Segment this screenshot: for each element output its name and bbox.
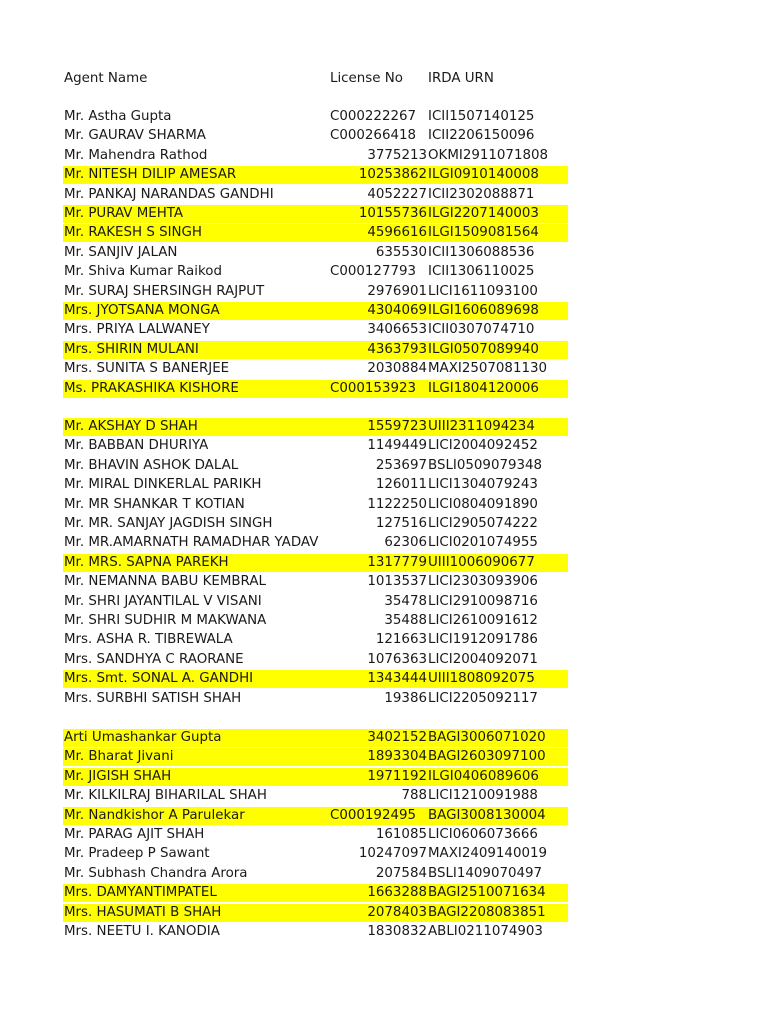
agent-name-cell: Mr. SURAJ SHERSINGH RAJPUT: [64, 283, 265, 299]
agent-name-cell: Mr. PURAV MEHTA: [64, 206, 184, 221]
agent-name-cell: Mr. PARAG AJIT SHAH: [64, 827, 205, 842]
irda-urn-cell: BSLI1409070497: [428, 865, 543, 881]
agent-name-cell: Mr. BABBAN DHURIYA: [64, 438, 209, 454]
irda-urn-cell: LICI2910098716: [428, 593, 538, 609]
license-no-cell: 3406653: [367, 322, 427, 338]
table-row: [63, 476, 568, 494]
irda-urn-cell: ICII2206150096: [428, 128, 535, 144]
license-no-cell: 635530: [375, 244, 427, 260]
irda-urn-cell: ILGI0910140008: [428, 167, 539, 183]
license-no-cell: 19386: [384, 690, 427, 706]
table-row: [63, 534, 568, 552]
table-row: [63, 807, 568, 825]
license-no-cell: 1122250: [367, 496, 427, 512]
irda-urn-cell: LICI2004092452: [428, 438, 538, 454]
table-row: [63, 826, 568, 844]
agent-name-cell: Mr. MRS. SAPNA PAREKH: [64, 554, 229, 570]
agent-name-cell: Mrs. DAMYANTIMPATEL: [64, 885, 217, 901]
irda-urn-cell: UIII2311094234: [428, 419, 535, 434]
table-row: [63, 884, 568, 902]
table-row: [63, 108, 568, 126]
license-no-cell: 788: [401, 788, 427, 804]
irda-urn-cell: LICI1611093100: [428, 283, 538, 299]
agent-name-cell: Mrs. SHIRIN MULANI: [64, 341, 199, 357]
table-row: [63, 186, 568, 204]
agent-name-cell: Mrs. SANDHYA C RAORANE: [64, 651, 244, 667]
license-no-cell: 1317779: [367, 554, 427, 570]
license-no-cell: 161085: [375, 827, 427, 842]
header-irda-urn: IRDA URN: [428, 71, 494, 86]
agent-name-cell: Mr. MR SHANKAR T KOTIAN: [64, 496, 245, 512]
license-no-cell: 4363793: [367, 341, 427, 357]
agent-name-cell: Mrs. SURBHI SATISH SHAH: [64, 690, 242, 706]
table-row: [63, 380, 568, 398]
agent-name-cell: Mr. GAURAV SHARMA: [64, 128, 206, 144]
table-row: [63, 573, 568, 591]
irda-urn-cell: LICI2610091612: [428, 613, 538, 628]
table-row: [63, 205, 568, 223]
table-row: [63, 263, 568, 281]
irda-urn-cell: UIII1808092075: [428, 671, 535, 687]
license-no-cell: 35488: [384, 613, 427, 628]
irda-urn-cell: LICI1912091786: [428, 632, 538, 648]
license-no-cell: C000153923: [330, 380, 417, 396]
license-no-cell: 1076363: [367, 651, 427, 667]
agent-name-cell: Mrs. ASHA R. TIBREWALA: [64, 632, 233, 648]
license-no-cell: 4052227: [367, 186, 427, 202]
agent-name-cell: Mrs. NEETU I. KANODIA: [64, 924, 220, 939]
table-row: [63, 690, 568, 708]
irda-urn-cell: BAGI2510071634: [428, 885, 546, 901]
irda-urn-cell: LICI0606073666: [428, 827, 538, 842]
license-no-cell: 127516: [375, 516, 427, 531]
license-no-cell: 1893304: [367, 749, 427, 765]
license-no-cell: 10247097: [358, 846, 427, 862]
agent-name-cell: Mr. JIGISH SHAH: [64, 768, 172, 784]
irda-urn-cell: LICI2905074222: [428, 516, 538, 531]
agent-name-cell: Mrs. SUNITA S BANERJEE: [64, 361, 230, 377]
table-row: [63, 224, 568, 242]
irda-urn-cell: ILGI2207140003: [428, 206, 539, 221]
agent-name-cell: Mr. Subhash Chandra Arora: [64, 865, 248, 881]
table-row: [63, 166, 568, 184]
table-row: [63, 418, 568, 436]
table-row: [63, 515, 568, 533]
license-no-cell: 62306: [384, 535, 427, 551]
irda-urn-cell: ABLI0211074903: [428, 924, 543, 939]
agent-name-cell: Arti Umashankar Gupta: [64, 730, 222, 745]
license-no-cell: 121663: [375, 632, 427, 648]
table-row: [63, 768, 568, 786]
agent-name-cell: Ms. PRAKASHIKA KISHORE: [64, 380, 239, 396]
irda-urn-cell: LICI0804091890: [428, 496, 538, 512]
agent-name-cell: Mrs. PRIYA LALWANEY: [64, 322, 210, 338]
agent-name-cell: Mr. MIRAL DINKERLAL PARIKH: [64, 477, 262, 493]
table-row: [63, 127, 568, 145]
header-agent-name: Agent Name: [64, 71, 148, 86]
agent-name-cell: Mr. Nandkishor A Parulekar: [64, 807, 245, 823]
agent-name-cell: Mrs. Smt. SONAL A. GANDHI: [64, 671, 254, 687]
license-no-cell: 2030884: [367, 361, 427, 377]
table-row: [63, 496, 568, 514]
table-row: [63, 283, 568, 301]
license-no-cell: C000222267: [330, 109, 417, 124]
irda-urn-cell: UIII1006090677: [428, 554, 535, 570]
table-row: [63, 593, 568, 611]
table-row: [63, 244, 568, 262]
irda-urn-cell: BAGI3008130004: [428, 807, 546, 823]
table-row: [63, 341, 568, 359]
agent-name-cell: Mr. MR. SANJAY JAGDISH SINGH: [64, 516, 273, 531]
irda-urn-cell: ILGI1804120006: [428, 380, 539, 396]
agent-name-cell: Mr. NITESH DILIP AMESAR: [64, 167, 237, 183]
irda-urn-cell: ILGI1606089698: [428, 303, 539, 318]
agent-name-cell: Mr. PANKAJ NARANDAS GANDHI: [64, 186, 274, 202]
agent-name-cell: Mr. NEMANNA BABU KEMBRAL: [64, 574, 266, 590]
irda-urn-cell: LICI2205092117: [428, 690, 538, 706]
irda-urn-cell: LICI1304079243: [428, 477, 538, 493]
table-row: [63, 457, 568, 475]
agent-name-cell: Mr. Astha Gupta: [64, 109, 172, 124]
irda-urn-cell: LICI0201074955: [428, 535, 538, 551]
agent-name-cell: Mr. AKSHAY D SHAH: [64, 419, 198, 434]
irda-urn-cell: ICII1306088536: [428, 244, 535, 260]
table-row: [63, 554, 568, 572]
irda-urn-cell: BAGI2208083851: [428, 904, 546, 920]
license-no-cell: 1663288: [367, 885, 427, 901]
table-row: [63, 845, 568, 863]
table-row: [63, 748, 568, 766]
table-row: [63, 147, 568, 165]
agent-name-cell: Mr. BHAVIN ASHOK DALAL: [64, 457, 239, 473]
agent-name-cell: Mrs. HASUMATI B SHAH: [64, 904, 222, 920]
license-no-cell: 207584: [375, 865, 427, 881]
license-no-cell: 10253862: [358, 167, 427, 183]
irda-urn-cell: ICII0307074710: [428, 322, 535, 338]
license-no-cell: 10155736: [358, 206, 427, 221]
license-no-cell: 1971192: [367, 768, 427, 784]
agent-name-cell: Mr. SANJIV JALAN: [64, 244, 178, 260]
table-row: [63, 670, 568, 688]
license-no-cell: 1830832: [367, 924, 427, 939]
agent-name-cell: Mr. SHRI SUDHIR M MAKWANA: [64, 613, 267, 628]
agent-name-cell: Mr. Mahendra Rathod: [64, 147, 208, 163]
license-no-cell: 4596616: [367, 225, 427, 241]
agent-name-cell: Mr. SHRI JAYANTILAL V VISANI: [64, 593, 262, 609]
irda-urn-cell: ICII1507140125: [428, 109, 535, 124]
license-no-cell: 1149449: [367, 438, 427, 454]
header-license-no: License No: [330, 71, 403, 86]
license-no-cell: 3402152: [367, 730, 427, 745]
irda-urn-cell: LICI2303093906: [428, 574, 538, 590]
column-header-row: [63, 69, 568, 88]
license-no-cell: 1013537: [367, 574, 427, 590]
table-row: [63, 651, 568, 669]
irda-urn-cell: MAXI2409140019: [428, 846, 548, 862]
license-no-cell: C000127793: [330, 264, 417, 280]
agent-name-cell: Mr. Bharat Jivani: [64, 749, 174, 765]
agent-name-cell: Mrs. JYOTSANA MONGA: [64, 303, 220, 318]
irda-urn-cell: BAGI3006071020: [428, 730, 546, 745]
table-row: [63, 865, 568, 883]
license-no-cell: C000266418: [330, 128, 417, 144]
table-row: [63, 437, 568, 455]
irda-urn-cell: ICII2302088871: [428, 186, 535, 202]
agent-name-cell: Mr. KILKILRAJ BIHARILAL SHAH: [64, 788, 267, 804]
license-no-cell: 253697: [375, 457, 427, 473]
irda-urn-cell: ILGI1509081564: [428, 225, 539, 241]
table-row: [63, 729, 568, 747]
table-row: [63, 321, 568, 339]
license-no-cell: 4304069: [367, 303, 427, 318]
irda-urn-cell: OKMI2911071808: [428, 147, 549, 163]
agent-name-cell: Mr. RAKESH S SINGH: [64, 225, 202, 241]
irda-urn-cell: ILGI0406089606: [428, 768, 539, 784]
irda-urn-cell: BAGI2603097100: [428, 749, 546, 765]
table-row: [63, 631, 568, 649]
license-no-cell: 126011: [375, 477, 427, 493]
license-no-cell: 1343444: [367, 671, 427, 687]
table-row: [63, 787, 568, 805]
irda-urn-cell: BSLI0509079348: [428, 457, 543, 473]
license-no-cell: 2976901: [367, 283, 427, 299]
license-no-cell: 35478: [384, 593, 427, 609]
agent-name-cell: Mr. MR.AMARNATH RAMADHAR YADAV: [64, 535, 319, 551]
agent-name-cell: Mr. Shiva Kumar Raikod: [64, 264, 222, 280]
irda-urn-cell: ILGI0507089940: [428, 341, 539, 357]
table-row: [63, 904, 568, 922]
license-no-cell: 1559723: [367, 419, 427, 434]
license-no-cell: C000192495: [330, 807, 417, 823]
irda-urn-cell: LICI1210091988: [428, 788, 538, 804]
irda-urn-cell: LICI2004092071: [428, 651, 538, 667]
irda-urn-cell: ICII1306110025: [428, 264, 535, 280]
license-no-cell: 2078403: [367, 904, 427, 920]
license-no-cell: 3775213: [367, 147, 427, 163]
table-row: [63, 302, 568, 320]
agent-name-cell: Mr. Pradeep P Sawant: [64, 846, 210, 862]
table-row: [63, 923, 568, 941]
table-row: [63, 612, 568, 630]
irda-urn-cell: MAXI2507081130: [428, 361, 548, 377]
table-row: [63, 360, 568, 378]
